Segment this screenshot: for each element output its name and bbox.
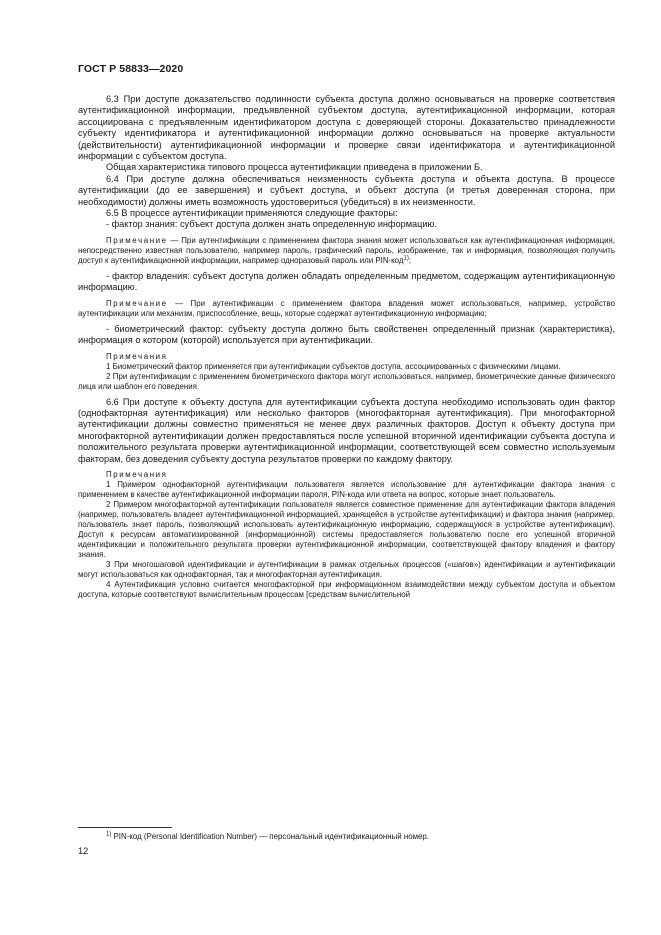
page-body <box>78 94 615 600</box>
page-number: 12 <box>78 846 89 856</box>
note-6-6-4: 4 Аутентификация условно считается многофакторной при информационном взаимодействии между субъектом доступа и объектом доступа, которые соответствуют вычислительным процессам [средствам вычислительной <box>78 579 615 599</box>
paragraph-6-3: 6.3 При доступе доказательство подлинности субъекта доступа должно основываться на проверке соответствия аутентификационной информации, предъявленной субъектом доступа, аутентификационной информации, которая ассоциирована с предъявленным идентификатором доступа с доверяющей стороны. Доказательство принадлежности субъекту идентификатора и аутентификационной информации должно основываться на проверке актуальности (действительности) аутентификационной информации и проверке связи идентификатора и аутентификационной информации с субъектом доступа. <box>78 94 615 162</box>
factor-knowledge: - фактор знания: субъект доступа должен знать определенную информацию. <box>106 219 437 230</box>
paragraph-6-5: 6.5 В процессе аутентификации применяются следующие факторы: <box>106 208 398 219</box>
notes-heading-biometric: Примечания <box>106 351 168 361</box>
footnote-mark: 1) <box>106 831 112 838</box>
paragraph-6-6: 6.6 При доступе к объекту доступа для аутентификации субъекта доступа необходимо использовать один фактор (однофакторная аутентификация) или несколько факторов (многофакторная аутентификация). При многофакторной аутентификации должны совместно применяться не менее двух различных факторов. Доступ к объекту доступа при многофакторной аутентификации должен предоставляться после успешной вторичной идентификации субъекта доступа и положительного результата проверки аутентификационной информации, соответствующей всем совместно используемым факторам, без доведения субъекту доступа результатов проверки по каждому фактору. <box>78 396 615 464</box>
footnote-divider <box>78 827 172 828</box>
footnote <box>78 832 615 842</box>
note-possession <box>78 299 615 319</box>
factor-possession: - фактор владения: субъект доступа должен обладать определенным предметом, содержащим аутентификационную информацию. <box>78 270 615 293</box>
notes-heading-6-6: Примечания <box>106 469 168 479</box>
paragraph-general-characteristics: Общая характеристика типового процесса аутентификации приведена в приложении Б. <box>106 162 483 173</box>
note-knowledge-text: — При аутентификации с применением фактора знания может использоваться как аутентификационная информация, непосредственно известная пользователю, например пароль, графический пароль, изображение, так и информация, позволяющая получить доступ к аутентификационной информации, например одноразовый пароль или PIN-код <box>78 235 615 265</box>
note-6-6-2: 2 Примером многофакторной аутентификации пользователя является совместное применение для аутентификации фактора владения (например, пользователь владеет аутентификационной информацией, хранящейся в устройстве аутентификации) и фактора знания (например, пользователь знает пароль, позволяющий использовать аутентификационную информацию, содержащуюся в устройстве аутентификации). Доступ к ресурсам автоматизированной (информационной) системы предоставляется пользователю после его успешной вторичной идентификации и положительного результата проверки аутентификационной информации, соответствующей фактору владения и фактору знания. <box>78 499 615 559</box>
note-biometric-1: 1 Биометрический фактор применяется при аутентификации субъектов доступа, ассоциированных с физическими лицами. <box>106 361 561 371</box>
note-possession-text: — При аутентификации с применением фактора владения может использоваться, например, устройство аутентификации или механизм, приспособление, вещь, которые содержат аутентификационную информацию; <box>78 298 615 318</box>
footnote-text: PIN-код (Personal Identification Number) — персональный идентификационный номер. <box>111 832 429 841</box>
note-6-6-1: 1 Примером однофакторной аутентификации пользователя является использование для аутентификации фактора знания с применением в качестве аутентификационной информации пароля, PIN-кода или ответа на вопрос, которые знает пользователь. <box>78 479 615 499</box>
factor-biometric: - биометрический фактор: субъекту доступа должно быть свойственен определенный признак (характеристика), информация о котором (которой) используется при аутентификации. <box>78 323 615 346</box>
note-knowledge <box>78 236 615 266</box>
note-label: Примечание <box>106 298 168 308</box>
note-6-6-3: 3 При многошаговой идентификации и аутентификации в рамках отдельных процессов («шагов») идентификации и аутентификации могут использоваться как однофакторная, так и многофакторная аутентификация. <box>78 559 615 579</box>
note-biometric-2: 2 При аутентификации с применением биометрического фактора могут использоваться, например, биометрические данные физического лица или шаблон его поведения. <box>78 371 615 391</box>
note-knowledge-end: ; <box>408 255 412 265</box>
note-label: Примечание <box>106 235 168 245</box>
paragraph-6-4: 6.4 При доступе должна обеспечиваться неизменность субъекта доступа и объекта доступа. В процессе аутентификации (до ее завершения) и субъект доступа, и объект доступа (и третья доверенная сторона, при необходимости) должны иметь возможность удостовериться (убедиться) в их неизменности. <box>78 173 615 207</box>
footnote-ref: 1) <box>403 255 409 262</box>
document-header: ГОСТ Р 58833—2020 <box>78 63 184 75</box>
